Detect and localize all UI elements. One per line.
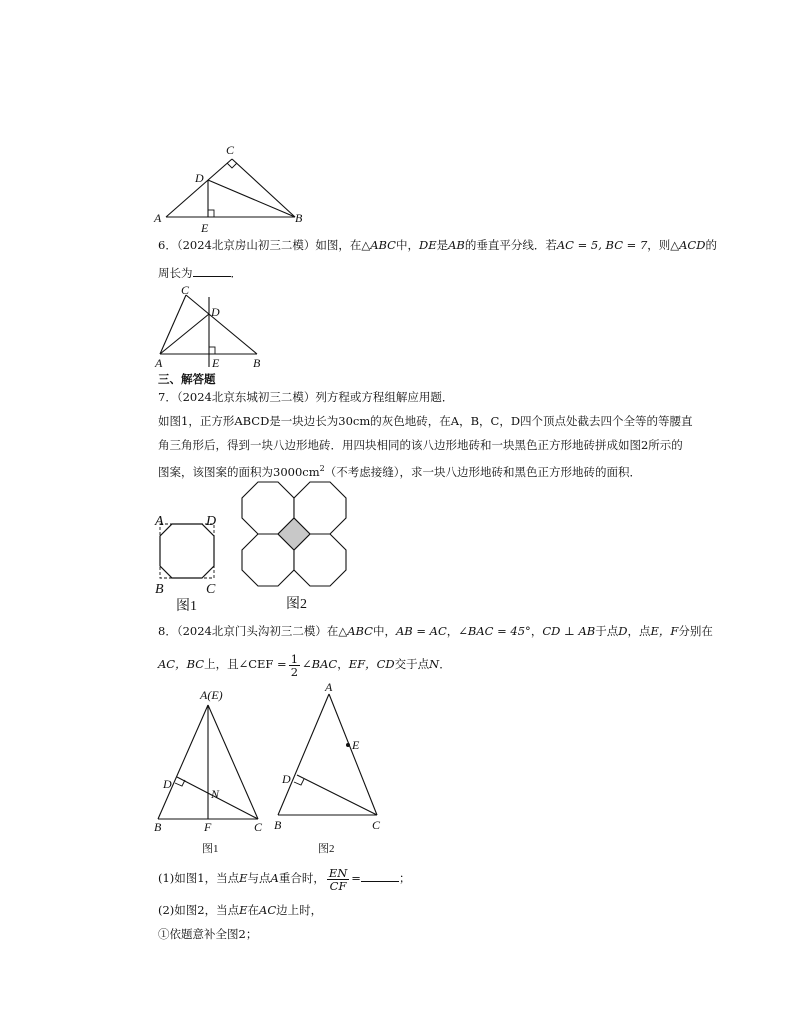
q8-segment: AC: [259, 903, 277, 917]
q8-fig1-label-C: C: [254, 820, 263, 834]
q7-line-4: [158, 461, 641, 480]
q7-fig2-caption: 图2: [286, 597, 307, 612]
q6-text: 是: [436, 238, 449, 252]
q6-label-C: C: [181, 283, 190, 297]
q8-text: (2)如图2，当点: [158, 903, 240, 917]
q8-point: D: [618, 624, 628, 638]
q8-text: ，点: [627, 624, 651, 638]
q8-fig2-label-C: C: [372, 818, 381, 832]
fraction-denominator: CF: [329, 878, 347, 893]
q8-fig1-label-B: B: [154, 820, 162, 834]
q5-label-D: D: [195, 171, 204, 185]
q7-line-2: 如图1，正方形ABCD是一块边长为30cm的灰色地砖，在A，B，C，D四个顶点处截去四个全等的等腰直: [158, 414, 693, 428]
q6-label-A: A: [155, 356, 163, 370]
q8-point: N: [429, 657, 440, 671]
q8-figure-1: [150, 685, 275, 857]
q8-point: E: [239, 871, 248, 885]
q7-line-1: 7．（2024北京东城初三二模）列方程或方程组解应用题．: [158, 390, 454, 404]
q6-line-1: [158, 237, 717, 253]
q8-sub-2: [158, 902, 322, 918]
q8-angle: ∠BAC: [302, 657, 338, 671]
q6-de: DE: [418, 238, 437, 252]
q7-line-3: 角三角形后，得到一块八边形地砖．用四块相同的该八边形地砖和一块黑色正方形地砖拼成如图2所示的: [158, 438, 683, 452]
q8-text: ，: [446, 624, 459, 638]
q8-text: 于点: [595, 624, 619, 638]
q6-text: 如图，在: [315, 238, 362, 252]
q6-condition: AC = 5, BC = 7: [556, 238, 648, 252]
q8-fraction-half: [289, 653, 300, 678]
q8-fig1-caption: 图1: [202, 843, 219, 855]
q8-fig1-label-F: F: [204, 820, 212, 834]
q6-text: 的垂直平分线．若: [464, 238, 557, 252]
q7-fig1-caption: 图1: [176, 599, 197, 614]
q6-answer-blank[interactable]: [193, 265, 231, 277]
q6-tri-acd: △ACD: [670, 238, 706, 252]
q8-fig2-label-E: E: [352, 738, 360, 752]
fraction-numerator: EN: [328, 865, 348, 880]
q8-text: 分别在: [678, 624, 713, 638]
q6-source: （2024北京房山初三二模）: [176, 238, 316, 252]
q8-fig2-label-D: D: [282, 772, 291, 786]
q8-line-1: [158, 623, 713, 639]
q8-point: E: [239, 903, 248, 917]
q6-ab: AB: [448, 238, 465, 252]
q8-text: 8．（2024北京门头沟初三二模）在: [158, 624, 339, 638]
q7-fig1-label-C: C: [206, 582, 216, 597]
q8-text: ，: [337, 657, 349, 671]
q8-condition: CD ⊥ AB: [542, 624, 596, 638]
q8-triangle: △ABC: [338, 624, 373, 638]
q6-label-E: E: [212, 356, 220, 370]
q8-text: 在: [247, 903, 260, 917]
q7-text: 图案，该图案的面积为3000cm: [158, 464, 320, 479]
q7-text: （不考虑接缝），求一块八边形地砖和黑色正方形地砖的面积．: [324, 464, 641, 479]
q8-text: 边上时，: [276, 903, 323, 917]
q6-text: 中，: [395, 238, 419, 252]
fraction-denominator: 2: [290, 664, 299, 679]
q8-condition: ∠BAC = 45°: [458, 624, 531, 638]
q6-text: ，则: [647, 238, 671, 252]
fraction-numerator: 1: [290, 651, 299, 666]
q8-figure-2: [268, 680, 388, 857]
q8-fig1-label-AE: A(E): [200, 688, 223, 702]
q5-label-B: B: [295, 211, 303, 225]
q7-fig1-label-B: B: [155, 582, 164, 597]
q8-condition: AB = AC: [395, 624, 447, 638]
q8-fig1-label-N: N: [211, 787, 220, 801]
section-heading: 三、解答题: [158, 372, 216, 386]
q6-text: ．: [230, 266, 242, 280]
q8-point: A: [270, 871, 279, 885]
q8-text: ，: [530, 624, 543, 638]
q8-fig2-caption: 图2: [318, 843, 335, 855]
q6-label-B: B: [253, 356, 261, 370]
q8-fraction-en-cf: [327, 867, 349, 892]
q6-triangle-figure: [150, 283, 275, 373]
q8-text: ；: [398, 871, 411, 885]
q5-label-A: A: [154, 211, 162, 225]
q8-text: 交于点: [394, 657, 430, 671]
q8-segments: EF，CD: [348, 657, 395, 671]
point-E-dot: [346, 743, 350, 747]
q7-fig1-label-A: A: [155, 514, 164, 529]
q8-line-2: [158, 650, 451, 678]
q5-triangle-figure: [150, 140, 320, 235]
q8-text: 重合时，: [278, 871, 325, 885]
q6-tri-abc: △ABC: [361, 238, 396, 252]
q8-text: ．: [439, 657, 451, 671]
q8-text: 上，且∠CEF =: [204, 657, 287, 671]
q6-text: 的: [705, 238, 717, 252]
q7-fig1-label-D: D: [206, 514, 217, 529]
q8-fig2-label-A: A: [325, 680, 333, 694]
q6-label-D: D: [211, 305, 220, 319]
q6-text: 周长为: [158, 266, 193, 280]
q8-point: E，F: [650, 624, 679, 638]
q5-label-C: C: [226, 143, 235, 157]
q8-sub-2-item-1: ①依题意补全图2；: [158, 927, 258, 941]
q8-fig2-label-B: B: [274, 818, 282, 832]
q8-text: 与点: [247, 871, 271, 885]
q7-figure-2: [238, 478, 358, 613]
q6-number: 6．: [158, 238, 177, 252]
q8-segments: AC，BC: [158, 657, 205, 671]
q8-answer-blank[interactable]: [361, 870, 399, 882]
q8-text: 中，: [372, 624, 396, 638]
q8-text: =: [351, 871, 361, 885]
q8-fig1-label-D: D: [163, 777, 172, 791]
q5-label-E: E: [201, 221, 209, 235]
q6-line-2: [158, 265, 242, 281]
q8-sub-1: [158, 862, 410, 894]
q7-figure-1: [150, 510, 225, 615]
q7-superscript: 2: [319, 464, 325, 473]
q8-text: (1)如图1，当点: [158, 871, 240, 885]
